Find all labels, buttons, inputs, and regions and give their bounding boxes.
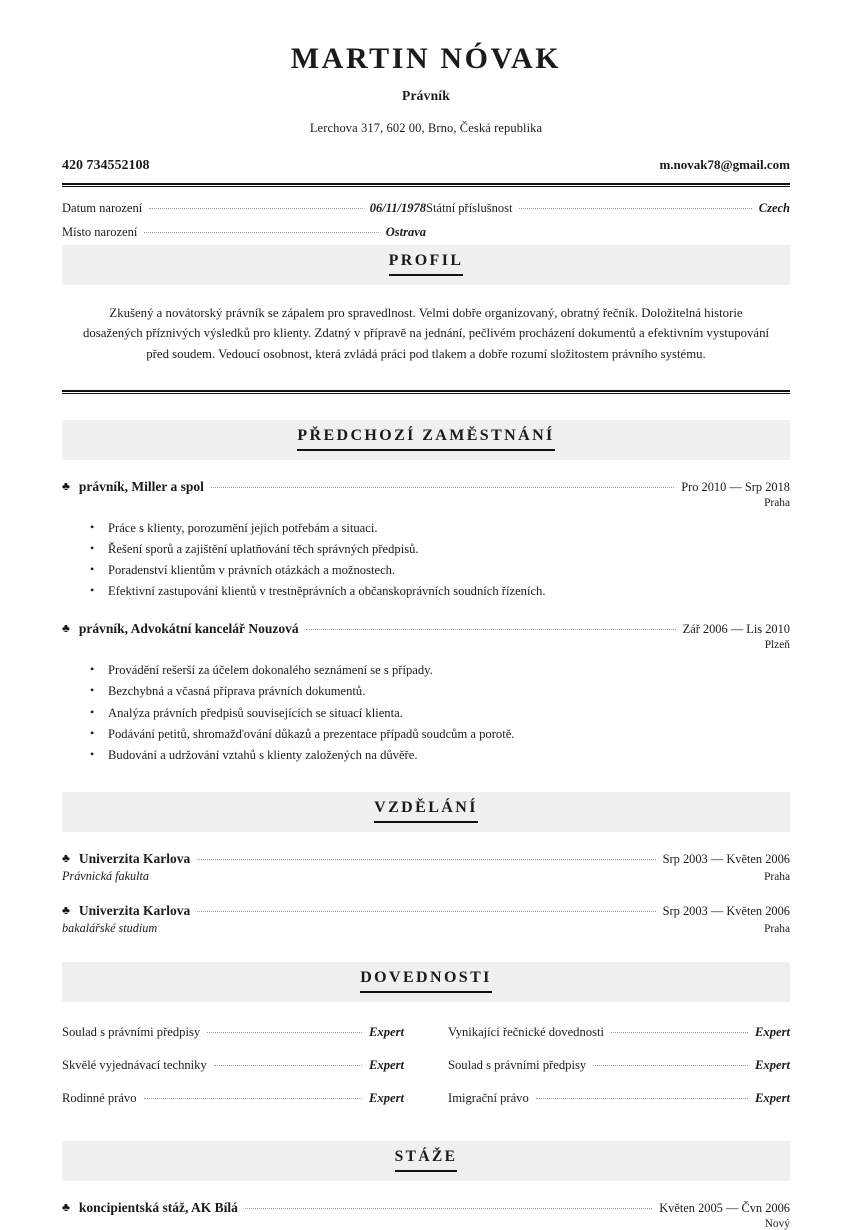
birth-place-value: Ostrava [385, 224, 426, 239]
leader-dots [519, 208, 751, 209]
club-bullet-icon: ♣ [62, 1200, 70, 1215]
experience-entry-head [62, 479, 790, 495]
list-item: • Provádění rešerší za účelem dokonalého seznámení se s případy. [90, 660, 790, 681]
education-dates: Srp 2003 — Květen 2006 [662, 852, 790, 867]
nationality-field [426, 202, 790, 216]
education-entry-head [62, 851, 790, 867]
section-header-skills [62, 962, 790, 1002]
skill-level: Expert [369, 1025, 404, 1040]
skill-level: Expert [369, 1091, 404, 1106]
skill-name: Rodinné právo [62, 1091, 137, 1106]
skill-row [448, 1049, 790, 1082]
education-degree: Právnická fakulta [62, 869, 149, 884]
job-title: Právník [402, 88, 450, 103]
skill-name: Imigrační právo [448, 1091, 529, 1106]
experience-entry-head [62, 621, 790, 637]
leader-dots [197, 911, 655, 912]
leader-dots [593, 1065, 748, 1066]
education-entry [62, 903, 790, 936]
birth-place-label: Místo narození [62, 224, 138, 239]
internship-entry [62, 1200, 790, 1230]
resume-header [62, 0, 790, 174]
nationality-value: Czech [758, 201, 790, 215]
experience-title: právník, Advokátní kancelář Nouzová [78, 621, 299, 637]
leader-dots [536, 1098, 748, 1099]
skill-name: Skvělé vyjednávací techniky [62, 1058, 207, 1073]
list-item: • Analýza právních předpisů souvisejících se situací klienta. [90, 703, 790, 724]
section-header-education [62, 792, 790, 832]
experience-location: Plzeň [764, 639, 790, 652]
club-bullet-icon: ♣ [62, 621, 70, 636]
club-bullet-icon: ♣ [62, 478, 70, 493]
education-location: Praha [764, 871, 790, 884]
experience-location: Praha [764, 496, 790, 509]
experience-entry-sub [62, 497, 790, 509]
section-title-profile: PROFIL [389, 252, 464, 276]
section-header-experience [62, 420, 790, 460]
list-item: • Efektivní zastupování klientů v trestněprávních a občanskoprávních soudních řízeních. [90, 581, 790, 602]
list-item: • Budování a udržování vztahů s klienty založených na důvěře. [90, 745, 790, 766]
page-title: MARTIN NÓVAK [290, 42, 562, 75]
contact-row [62, 157, 790, 174]
skills-grid [62, 1016, 790, 1115]
address-line: Lerchova 317, 602 00, Brno, Česká republika [309, 121, 543, 135]
experience-title: právník, Miller a spol [78, 478, 204, 494]
section-header-profile [62, 245, 790, 285]
skill-level: Expert [755, 1025, 790, 1040]
internship-entry-head [62, 1200, 790, 1216]
nationality-label: Státní příslušnost [426, 201, 513, 215]
experience-entry [62, 479, 790, 603]
section-title-experience: PŘEDCHOZÍ ZAMĚSTNÁNÍ [297, 427, 554, 451]
birth-date-value: 06/11/1978 [369, 201, 426, 215]
education-degree: bakalářské studium [62, 921, 158, 936]
club-bullet-icon: ♣ [62, 851, 70, 866]
skill-name: Vynikající řečnické dovednosti [448, 1025, 604, 1040]
leader-dots [149, 208, 363, 209]
skill-name: Soulad s právními předpisy [62, 1025, 201, 1040]
list-item: • Bezchybná a včasná příprava právních dokumentů. [90, 681, 790, 702]
internship-title: koncipientská stáž, AK Bílá [78, 1200, 238, 1216]
leader-dots [144, 232, 378, 233]
list-item: • Podávání petitů, shromažďování důkazů a prezentace případů soudcům a porotě. [90, 724, 790, 745]
leader-dots [197, 859, 655, 860]
leader-dots [211, 487, 674, 488]
leader-dots [306, 629, 676, 630]
internship-dates: Květen 2005 — Čvn 2006 [659, 1201, 790, 1216]
skill-level: Expert [755, 1091, 790, 1106]
leader-dots [245, 1208, 652, 1209]
skill-level: Expert [369, 1058, 404, 1073]
leader-dots [144, 1098, 363, 1099]
section-title-skills: DOVEDNOSTI [360, 969, 492, 993]
leader-dots [207, 1032, 362, 1033]
header-divider [62, 183, 790, 187]
phone-number: 420 734552108 [62, 158, 150, 173]
leader-dots [214, 1065, 362, 1066]
section-title-education: VZDĚLÁNÍ [374, 799, 478, 823]
internship-entry-sub [62, 1218, 790, 1230]
personal-details [62, 197, 790, 245]
experience-entry [62, 621, 790, 766]
education-dates: Srp 2003 — Květen 2006 [662, 904, 790, 919]
education-entry-sub [62, 921, 790, 936]
list-item: • Poradenství klientům v právních otázkách a možnostech. [90, 560, 790, 581]
leader-dots [611, 1032, 748, 1033]
list-item: • Řešení sporů a zajištění uplatňování těch správných předpisů. [90, 539, 790, 560]
list-item: • Práce s klienty, porozumění jejich potřebám a situaci. [90, 518, 790, 539]
education-school: Univerzita Karlova [78, 903, 191, 919]
internship-location: Nový [764, 1218, 790, 1230]
birth-date-field [62, 202, 426, 216]
skill-row [448, 1016, 790, 1049]
profile-summary: Zkušený a novátorský právník se zápalem pro spravedlnost. Velmi dobře organizovaný, obratný řečník. Doložitelná historie dosažených příznivých výsledků pro klienty. Zdatný v přípravě na jednání, pečlivém procházení dokumentů a efektivním vystupování před soudem. Vedoucí osobnost, která zvládá práci pod tlakem a dobře rozumí složitostem právního systému. [82, 305, 770, 361]
experience-bullet-list [62, 518, 790, 603]
education-location: Praha [764, 923, 790, 936]
email-address: m.novak78@gmail.com [659, 157, 790, 172]
experience-entry-sub [62, 639, 790, 651]
detail-row [62, 221, 790, 245]
section-header-internships [62, 1141, 790, 1181]
education-entry-head [62, 903, 790, 919]
education-entry-sub [62, 869, 790, 884]
experience-dates: Pro 2010 — Srp 2018 [681, 479, 790, 494]
experience-dates: Zář 2006 — Lis 2010 [682, 622, 790, 637]
detail-row [62, 197, 790, 221]
skill-row [448, 1082, 790, 1115]
skill-row [62, 1016, 404, 1049]
skill-name: Soulad s právními předpisy [448, 1058, 587, 1073]
birth-place-field [62, 226, 426, 240]
skill-row [62, 1049, 404, 1082]
education-entry [62, 851, 790, 884]
section-title-internships: STÁŽE [395, 1148, 458, 1172]
skill-level: Expert [755, 1058, 790, 1073]
skill-row [62, 1082, 404, 1115]
birth-date-label: Datum narození [62, 201, 143, 215]
experience-bullet-list [62, 660, 790, 766]
education-school: Univerzita Karlova [78, 851, 191, 867]
club-bullet-icon: ♣ [62, 903, 70, 918]
